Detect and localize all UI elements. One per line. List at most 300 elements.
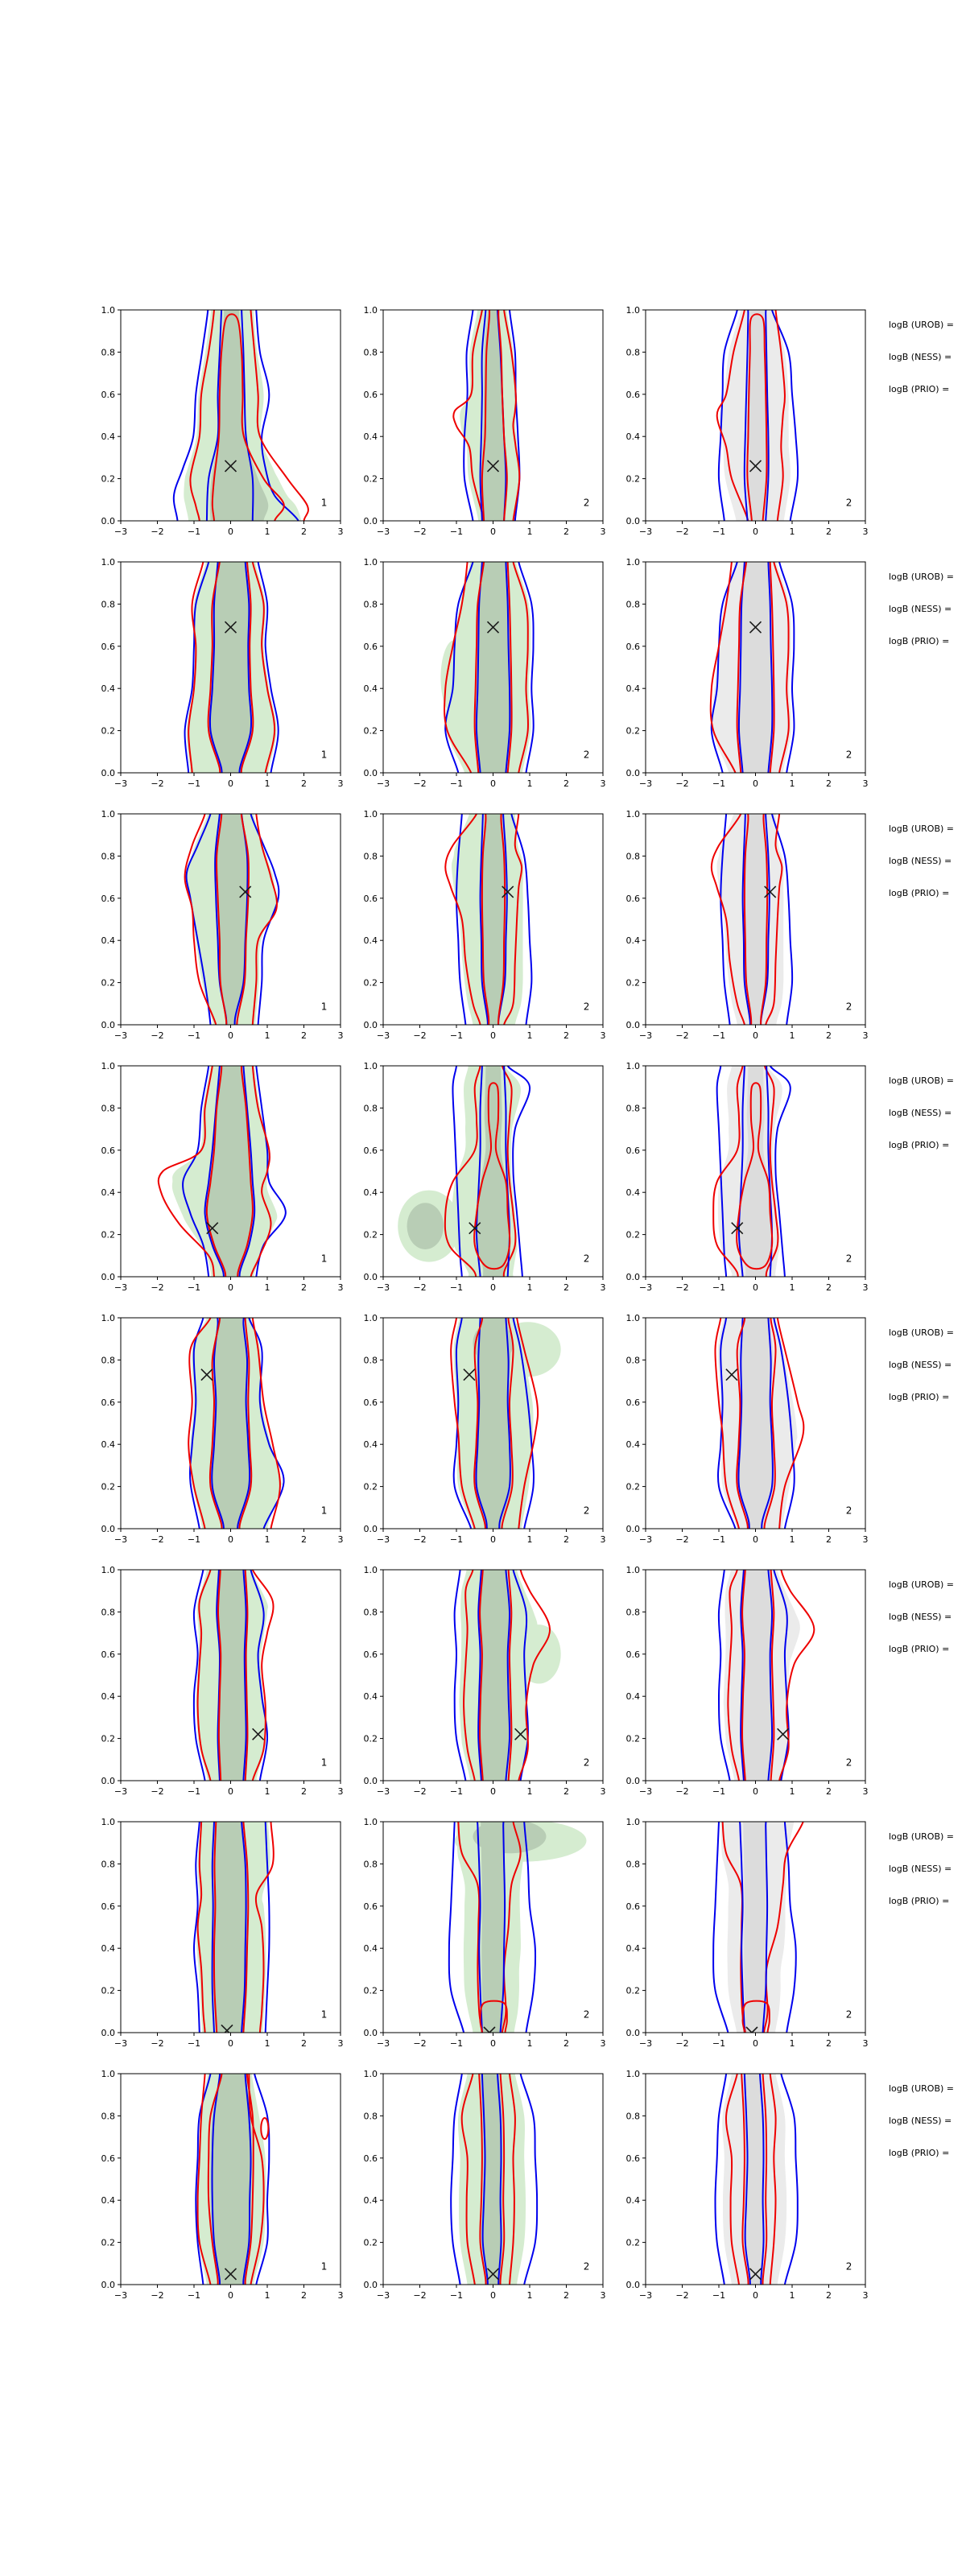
- panel-plot-area: [712, 793, 792, 1046]
- y-tick-label: 0.4: [625, 1187, 640, 1199]
- panel-plot-area: [159, 1046, 286, 1298]
- x-tick-label: 0: [753, 1030, 758, 1041]
- panel-canvas: [101, 809, 344, 1041]
- y-tick-label: 0.0: [625, 2280, 640, 2290]
- logB-annotation-row6-line2: logB (NESS) =: [889, 1612, 952, 1622]
- y-tick-label: 0.4: [363, 1187, 378, 1199]
- x-tick-label: −3: [376, 1786, 390, 1797]
- x-tick-label: 2: [301, 1030, 307, 1041]
- y-tick-label: 0.8: [101, 599, 115, 610]
- x-tick-label: 0: [490, 526, 496, 537]
- panel-plot-area: [445, 793, 531, 1046]
- x-tick-label: −3: [638, 1534, 653, 1545]
- panel-plot-area: [194, 1550, 274, 1801]
- y-tick-label: 0.0: [363, 1524, 378, 1534]
- contour-panel-r1-c1: [101, 305, 344, 537]
- x-tick-label: −3: [638, 1282, 653, 1293]
- x-tick-label: −2: [675, 1282, 689, 1293]
- x-tick-label: 2: [301, 1534, 307, 1545]
- y-tick-label: 0.2: [625, 2237, 640, 2248]
- x-tick-label: −2: [413, 1282, 427, 1293]
- y-tick-label: 0.2: [101, 977, 115, 989]
- panel-canvas: [101, 1817, 344, 2049]
- panel-id-label: 2: [583, 2260, 590, 2273]
- x-tick-label: 2: [826, 1282, 832, 1293]
- panel-plot-area: [194, 1802, 276, 2053]
- y-tick-label: 0.6: [101, 2153, 115, 2164]
- panel-canvas: [101, 1565, 344, 1797]
- y-tick-label: 0.0: [101, 2280, 115, 2290]
- x-tick-label: 3: [337, 1786, 344, 1797]
- x-tick-label: 3: [600, 1786, 606, 1797]
- panel-id-label: 1: [320, 2260, 328, 2273]
- x-tick-label: 1: [264, 1786, 270, 1797]
- panel-plot-area: [398, 1046, 530, 1297]
- y-tick-label: 0.0: [101, 516, 115, 526]
- y-tick-label: 0.2: [101, 2237, 115, 2248]
- x-tick-label: 1: [789, 778, 795, 789]
- panel-id-label: 2: [583, 1253, 590, 1265]
- logB-annotation-row6-line1: logB (UROB) =: [889, 1579, 955, 1590]
- x-tick-label: 3: [862, 526, 869, 537]
- x-tick-label: 0: [228, 526, 233, 537]
- y-tick-label: 0.8: [101, 1607, 115, 1618]
- y-tick-label: 0.8: [625, 1859, 640, 1870]
- x-tick-label: −1: [187, 2038, 201, 2049]
- panel-id-label: 2: [583, 1757, 590, 1769]
- x-tick-label: −1: [187, 1534, 201, 1545]
- y-tick-label: 0.4: [625, 1691, 640, 1703]
- y-tick-label: 0.8: [363, 347, 378, 358]
- x-tick-label: 3: [862, 778, 869, 789]
- x-tick-label: −2: [151, 778, 164, 789]
- x-tick-label: 3: [337, 2290, 344, 2301]
- x-tick-label: 0: [490, 1786, 496, 1797]
- y-tick-label: 0.6: [101, 1145, 115, 1156]
- x-tick-label: 1: [264, 1534, 270, 1545]
- x-tick-label: −1: [187, 778, 201, 789]
- panel-canvas: [363, 1565, 606, 1797]
- y-tick-label: 0.4: [101, 1943, 115, 1955]
- panel-id-label: 2: [583, 1001, 590, 1013]
- x-tick-label: 1: [789, 2038, 795, 2049]
- y-tick-label: 1.0: [625, 1061, 640, 1071]
- logB-annotation-row2-line2: logB (NESS) =: [889, 604, 952, 614]
- contour-panel-r6-c3: [625, 1565, 869, 1797]
- x-tick-label: −3: [638, 2038, 653, 2049]
- y-tick-label: 0.0: [625, 1776, 640, 1786]
- x-tick-label: −2: [151, 526, 164, 537]
- y-tick-label: 1.0: [363, 305, 378, 316]
- x-tick-label: 3: [600, 778, 606, 789]
- y-tick-label: 1.0: [363, 1565, 378, 1575]
- y-tick-label: 0.6: [101, 1901, 115, 1912]
- y-tick-label: 0.2: [101, 1733, 115, 1744]
- x-tick-label: −3: [376, 2038, 390, 2049]
- x-tick-label: 0: [490, 1534, 496, 1545]
- y-tick-label: 0.4: [625, 935, 640, 947]
- y-tick-label: 0.2: [625, 977, 640, 989]
- x-tick-label: 3: [337, 778, 344, 789]
- panel-id-label: 2: [845, 1253, 852, 1265]
- x-tick-label: 2: [301, 2290, 307, 2301]
- logB-annotation-row1-line3: logB (PRIO) =: [889, 384, 950, 394]
- x-tick-label: 1: [526, 1030, 533, 1041]
- x-tick-label: −1: [712, 2038, 726, 2049]
- x-tick-label: −2: [675, 1786, 689, 1797]
- x-tick-label: −3: [114, 526, 128, 537]
- x-tick-label: −2: [413, 526, 427, 537]
- y-tick-label: 0.2: [625, 1229, 640, 1241]
- x-tick-label: −3: [114, 1786, 128, 1797]
- logB-annotation-row7-line1: logB (UROB) =: [889, 1831, 955, 1842]
- x-tick-label: −1: [712, 2290, 726, 2301]
- x-tick-label: −1: [712, 778, 726, 789]
- y-tick-label: 0.6: [363, 1649, 378, 1660]
- x-tick-label: 3: [862, 2038, 869, 2049]
- y-tick-label: 0.4: [363, 2195, 378, 2207]
- x-tick-label: 0: [228, 778, 233, 789]
- x-tick-label: 0: [490, 2290, 496, 2301]
- y-tick-label: 1.0: [625, 2069, 640, 2079]
- y-tick-label: 1.0: [363, 1061, 378, 1071]
- y-tick-label: 0.8: [363, 1607, 378, 1618]
- y-tick-label: 0.6: [625, 1397, 640, 1408]
- y-tick-label: 0.4: [101, 683, 115, 695]
- logB-annotation-row5-line2: logB (NESS) =: [889, 1360, 952, 1370]
- y-tick-label: 0.0: [625, 1524, 640, 1534]
- y-tick-label: 1.0: [101, 2069, 115, 2079]
- x-tick-label: −1: [449, 1786, 464, 1797]
- x-tick-label: 0: [228, 1786, 233, 1797]
- x-tick-label: −3: [638, 778, 653, 789]
- y-tick-label: 0.6: [363, 1397, 378, 1408]
- y-tick-label: 0.8: [101, 347, 115, 358]
- y-tick-label: 0.0: [363, 768, 378, 778]
- y-tick-label: 0.0: [625, 768, 640, 778]
- panel-plot-area: [451, 1298, 561, 1550]
- x-tick-label: 1: [526, 778, 533, 789]
- x-tick-label: 2: [826, 1534, 832, 1545]
- y-tick-label: 0.4: [625, 683, 640, 695]
- x-tick-label: 1: [789, 1786, 795, 1797]
- panel-id-label: 2: [845, 2008, 852, 2021]
- x-tick-label: −3: [114, 2290, 128, 2301]
- y-tick-label: 0.6: [363, 1145, 378, 1156]
- y-tick-label: 0.2: [363, 473, 378, 485]
- logB-annotation-row2-line1: logB (UROB) =: [889, 572, 955, 582]
- panel-canvas: [363, 557, 606, 789]
- x-tick-label: 1: [789, 1030, 795, 1041]
- x-tick-label: 2: [564, 1282, 569, 1293]
- contour-panel-r3-c3: [625, 809, 869, 1041]
- y-tick-label: 0.6: [363, 2153, 378, 2164]
- x-tick-label: 2: [301, 1786, 307, 1797]
- y-tick-label: 1.0: [101, 557, 115, 568]
- x-tick-label: −3: [376, 526, 390, 537]
- contour-panel-r8-c2: [363, 2069, 606, 2301]
- y-tick-label: 0.8: [101, 2111, 115, 2122]
- y-tick-label: 0.2: [625, 1985, 640, 1996]
- x-tick-label: −1: [712, 526, 726, 537]
- y-tick-label: 0.8: [101, 1103, 115, 1114]
- panel-canvas: [363, 1313, 606, 1545]
- panel-plot-area: [713, 1046, 791, 1297]
- x-tick-label: −2: [413, 1030, 427, 1041]
- x-tick-label: −2: [151, 1282, 164, 1293]
- y-tick-label: 1.0: [625, 557, 640, 568]
- panel-id-label: 2: [845, 749, 852, 761]
- y-tick-label: 0.8: [625, 1103, 640, 1114]
- y-tick-label: 0.6: [363, 1901, 378, 1912]
- panel-plot-area: [713, 1802, 810, 2053]
- x-tick-label: −1: [449, 2038, 464, 2049]
- panel-canvas: [363, 809, 606, 1041]
- x-tick-label: −3: [114, 1030, 128, 1041]
- y-tick-label: 0.8: [363, 599, 378, 610]
- y-tick-label: 0.0: [625, 1272, 640, 1282]
- x-tick-label: −1: [449, 778, 464, 789]
- panel-id-label: 2: [845, 1757, 852, 1769]
- y-tick-label: 0.2: [101, 473, 115, 485]
- y-tick-label: 0.6: [625, 893, 640, 904]
- y-tick-label: 1.0: [625, 1313, 640, 1323]
- x-tick-label: 1: [264, 1282, 270, 1293]
- contour-panel-r5-c2: [363, 1313, 606, 1545]
- y-tick-label: 0.6: [101, 1397, 115, 1408]
- x-tick-label: −3: [376, 2290, 390, 2301]
- x-tick-label: −2: [675, 526, 689, 537]
- contour-panel-r2-c2: [363, 557, 606, 789]
- y-tick-label: 0.4: [363, 1439, 378, 1451]
- x-tick-label: 2: [301, 526, 307, 537]
- x-tick-label: −1: [449, 1534, 464, 1545]
- x-tick-label: 2: [826, 2038, 832, 2049]
- x-tick-label: −2: [151, 2038, 164, 2049]
- y-tick-label: 0.6: [625, 1649, 640, 1660]
- panel-id-label: 1: [320, 1505, 328, 1517]
- logB-annotation-row6-line3: logB (PRIO) =: [889, 1644, 950, 1654]
- contour-panel-r5-c1: [101, 1313, 344, 1545]
- logB-annotation-row3-line3: logB (PRIO) =: [889, 888, 950, 898]
- panel-plot-area: [717, 290, 798, 541]
- panel-canvas: [363, 305, 606, 537]
- contour-panel-r8-c1: [101, 2069, 344, 2301]
- logB-annotation-row4-line2: logB (NESS) =: [889, 1108, 952, 1118]
- y-tick-label: 0.0: [101, 1020, 115, 1030]
- x-tick-label: −1: [712, 1282, 726, 1293]
- x-tick-label: 0: [753, 1282, 758, 1293]
- y-tick-label: 1.0: [101, 1061, 115, 1071]
- panel-canvas: [625, 305, 869, 537]
- y-tick-label: 1.0: [101, 1565, 115, 1575]
- panel-canvas: [101, 2069, 344, 2301]
- y-tick-label: 1.0: [101, 1313, 115, 1323]
- logB-annotation-row7-line3: logB (PRIO) =: [889, 1896, 950, 1906]
- y-tick-label: 0.8: [625, 347, 640, 358]
- x-tick-label: −1: [187, 526, 201, 537]
- y-tick-label: 0.2: [363, 725, 378, 737]
- x-tick-label: 1: [526, 2038, 533, 2049]
- contour-panel-r4-c3: [625, 1061, 869, 1293]
- y-tick-label: 0.2: [363, 1481, 378, 1492]
- y-tick-label: 0.8: [625, 599, 640, 610]
- x-tick-label: 1: [526, 2290, 533, 2301]
- x-tick-label: 2: [301, 2038, 307, 2049]
- y-tick-label: 0.2: [101, 725, 115, 737]
- x-tick-label: −3: [376, 1282, 390, 1293]
- panel-id-label: 1: [320, 497, 328, 509]
- y-tick-label: 0.8: [363, 2111, 378, 2122]
- density-fill-inner: [213, 1802, 247, 2053]
- x-tick-label: −3: [638, 2290, 653, 2301]
- y-tick-label: 0.6: [101, 389, 115, 400]
- y-tick-label: 0.0: [101, 1272, 115, 1282]
- x-tick-label: 1: [264, 778, 270, 789]
- y-tick-label: 0.6: [101, 893, 115, 904]
- y-tick-label: 0.4: [625, 431, 640, 443]
- panel-id-label: 1: [320, 749, 328, 761]
- y-tick-label: 0.8: [101, 1859, 115, 1870]
- y-tick-label: 0.6: [625, 1145, 640, 1156]
- panel-plot-area: [449, 1802, 587, 2053]
- y-tick-label: 0.6: [625, 1901, 640, 1912]
- y-tick-label: 0.0: [363, 1272, 378, 1282]
- x-tick-label: −1: [187, 2290, 201, 2301]
- contour-panel-r3-c2: [363, 809, 606, 1041]
- panel-id-label: 2: [845, 1505, 852, 1517]
- x-tick-label: −2: [675, 1030, 689, 1041]
- contour-panel-r2-c3: [625, 557, 869, 789]
- logB-annotation-row8-line1: logB (UROB) =: [889, 2083, 955, 2094]
- y-tick-label: 0.8: [101, 1355, 115, 1366]
- x-tick-label: −1: [187, 1282, 201, 1293]
- contour-panel-r1-c2: [363, 305, 606, 537]
- y-tick-label: 1.0: [363, 1817, 378, 1827]
- logB-annotation-row7-line2: logB (NESS) =: [889, 1864, 952, 1874]
- x-tick-label: −3: [376, 1030, 390, 1041]
- y-tick-label: 0.4: [625, 1439, 640, 1451]
- logB-annotation-row2-line3: logB (PRIO) =: [889, 636, 950, 646]
- x-tick-label: 1: [526, 1534, 533, 1545]
- panel-plot-area: [453, 289, 519, 541]
- x-tick-label: −1: [449, 526, 464, 537]
- y-tick-label: 0.0: [101, 2028, 115, 2038]
- y-tick-label: 1.0: [625, 305, 640, 316]
- x-tick-label: 2: [826, 778, 832, 789]
- x-tick-label: −2: [151, 1534, 164, 1545]
- y-tick-label: 1.0: [101, 1817, 115, 1827]
- y-tick-label: 0.4: [625, 1943, 640, 1955]
- panel-plot-area: [451, 2054, 537, 2305]
- x-tick-label: −2: [675, 2038, 689, 2049]
- y-tick-label: 0.0: [363, 516, 378, 526]
- x-tick-label: −3: [376, 1534, 390, 1545]
- x-tick-label: 0: [490, 2038, 496, 2049]
- y-tick-label: 0.6: [625, 2153, 640, 2164]
- x-tick-label: −2: [413, 778, 427, 789]
- panel-plot-area: [440, 542, 533, 793]
- contour-panel-r7-c1: [101, 1817, 344, 2049]
- y-tick-label: 0.0: [625, 516, 640, 526]
- x-tick-label: −1: [712, 1786, 726, 1797]
- logB-annotation-row5-line3: logB (PRIO) =: [889, 1392, 950, 1402]
- x-tick-label: 0: [753, 778, 758, 789]
- x-tick-label: 2: [564, 2290, 569, 2301]
- x-tick-label: −2: [413, 2290, 427, 2301]
- x-tick-label: 1: [789, 2290, 795, 2301]
- x-tick-label: 3: [337, 1534, 344, 1545]
- y-tick-label: 1.0: [363, 2069, 378, 2079]
- panel-canvas: [625, 557, 869, 789]
- x-tick-label: 2: [564, 1534, 569, 1545]
- x-tick-label: 1: [789, 1282, 795, 1293]
- y-tick-label: 0.0: [363, 1020, 378, 1030]
- y-tick-label: 0.2: [363, 1985, 378, 1996]
- y-tick-label: 0.8: [363, 851, 378, 862]
- y-tick-label: 1.0: [363, 809, 378, 819]
- panel-canvas: [625, 809, 869, 1041]
- panel-canvas: [363, 1817, 606, 2049]
- x-tick-label: −1: [712, 1030, 726, 1041]
- y-tick-label: 0.6: [101, 641, 115, 652]
- panel-canvas: [625, 2069, 869, 2301]
- x-tick-label: −1: [712, 1534, 726, 1545]
- x-tick-label: −2: [413, 1786, 427, 1797]
- contour-panel-r6-c1: [101, 1565, 344, 1797]
- panel-id-label: 2: [583, 749, 590, 761]
- x-tick-label: 0: [228, 1282, 233, 1293]
- y-tick-label: 0.4: [101, 1439, 115, 1451]
- x-tick-label: −2: [151, 1030, 164, 1041]
- x-tick-label: −3: [114, 2038, 128, 2049]
- y-tick-label: 0.0: [101, 1524, 115, 1534]
- panel-plot-area: [715, 1298, 803, 1550]
- logB-annotation-row8-line2: logB (NESS) =: [889, 2116, 952, 2126]
- logB-annotation-row5-line1: logB (UROB) =: [889, 1327, 955, 1338]
- x-tick-label: 0: [753, 526, 758, 537]
- y-tick-label: 0.2: [363, 977, 378, 989]
- x-tick-label: 1: [264, 526, 270, 537]
- y-tick-label: 0.0: [101, 1776, 115, 1786]
- x-tick-label: 1: [789, 526, 795, 537]
- y-tick-label: 0.4: [363, 935, 378, 947]
- x-tick-label: 2: [826, 1786, 832, 1797]
- x-tick-label: 3: [337, 526, 344, 537]
- y-tick-label: 1.0: [363, 557, 378, 568]
- x-tick-label: −2: [675, 1534, 689, 1545]
- x-tick-label: 3: [600, 1282, 606, 1293]
- contour-panel-r4-c2: [363, 1061, 606, 1293]
- x-tick-label: 3: [600, 2038, 606, 2049]
- x-tick-label: 2: [564, 1030, 569, 1041]
- panel-canvas: [625, 1313, 869, 1545]
- panel-canvas: [101, 305, 344, 537]
- logB-annotation-row1-line1: logB (UROB) =: [889, 320, 955, 330]
- y-tick-label: 0.8: [101, 851, 115, 862]
- x-tick-label: 2: [564, 526, 569, 537]
- y-tick-label: 0.4: [101, 1691, 115, 1703]
- x-tick-label: 1: [264, 1030, 270, 1041]
- panel-canvas: [625, 1817, 869, 2049]
- y-tick-label: 0.6: [101, 1649, 115, 1660]
- x-tick-label: 3: [862, 2290, 869, 2301]
- x-tick-label: 0: [490, 778, 496, 789]
- y-tick-label: 0.8: [625, 1355, 640, 1366]
- x-tick-label: −3: [376, 778, 390, 789]
- x-tick-label: 0: [228, 2290, 233, 2301]
- density-fill-inner: [741, 1550, 773, 1801]
